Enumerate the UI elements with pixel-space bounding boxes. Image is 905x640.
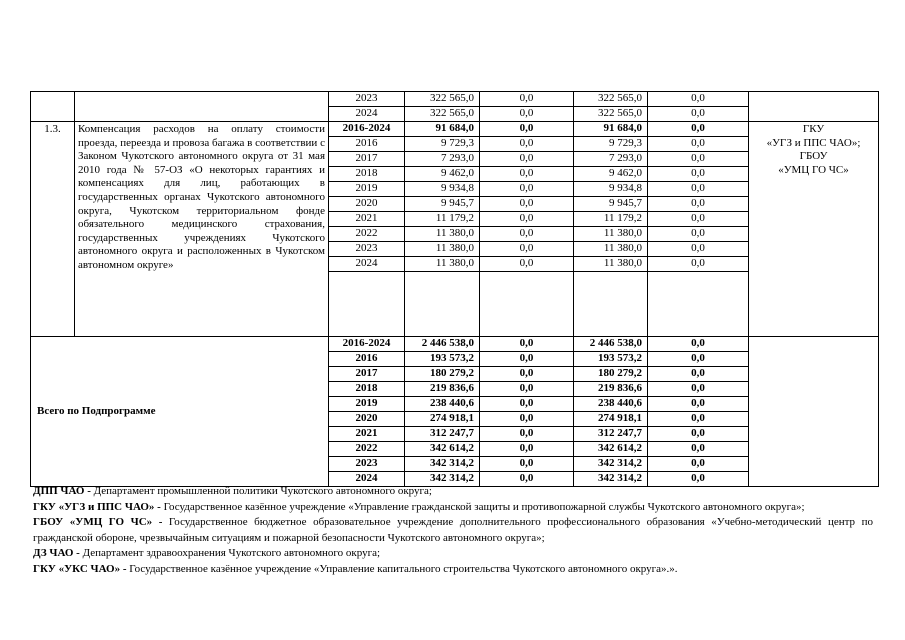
federal-budget-cell: 0,0 <box>480 257 574 272</box>
other-sources-cell: 0,0 <box>648 152 749 167</box>
other-sources-cell: 0,0 <box>648 137 749 152</box>
year-cell: 2022 <box>329 442 405 457</box>
federal-budget-cell: 0,0 <box>480 427 574 442</box>
note-text: Государственное казённое учреждение «Управление гражданской защиты и противопожарной службы Чукотского автономного округа»; <box>160 500 805 513</box>
item-name: Компенсация расходов на оплату стоимости проезда, переезда и провоза багажа в соответствии с Законом Чукотского автономного округа от 31 мая 2010 года № 57-ОЗ «О некоторых гарантиях и компенсациях для лиц, работающих в государственных органах Чукотского автономного округа, Чукотском территориальном фонде обязательного медицинского страхования, государственных учреждениях Чукотского автономного округа и расположенных в Чукотском автономном округе» <box>75 122 329 337</box>
note-text: Департамент здравоохранения Чукотского автономного округа; <box>79 547 381 560</box>
other-sources-cell: 0,0 <box>648 412 749 427</box>
empty-cell <box>329 272 405 337</box>
federal-budget-cell: 0,0 <box>480 337 574 352</box>
district-budget-cell: 11 380,0 <box>574 227 648 242</box>
other-sources-cell: 0,0 <box>648 382 749 397</box>
table-row <box>31 337 879 352</box>
total-cell: 180 279,2 <box>405 367 480 382</box>
federal-budget-cell: 0,0 <box>480 457 574 472</box>
year-cell: 2021 <box>329 427 405 442</box>
year-cell: 2020 <box>329 412 405 427</box>
district-budget-cell: 9 729,3 <box>574 137 648 152</box>
other-sources-cell: 0,0 <box>648 257 749 272</box>
other-sources-cell: 0,0 <box>648 472 749 487</box>
item-number: 1.3. <box>31 122 75 337</box>
district-budget-cell: 322 565,0 <box>574 92 648 107</box>
other-sources-cell: 0,0 <box>648 242 749 257</box>
year-cell: 2017 <box>329 152 405 167</box>
year-cell: 2020 <box>329 197 405 212</box>
total-cell: 9 462,0 <box>405 167 480 182</box>
total-cell: 7 293,0 <box>405 152 480 167</box>
total-cell: 11 380,0 <box>405 257 480 272</box>
prev-name-cell <box>75 92 329 122</box>
year-cell: 2024 <box>329 472 405 487</box>
district-budget-cell: 342 614,2 <box>574 442 648 457</box>
total-cell: 322 565,0 <box>405 107 480 122</box>
other-sources-cell: 0,0 <box>648 397 749 412</box>
total-cell: 219 836,6 <box>405 382 480 397</box>
total-cell: 9 729,3 <box>405 137 480 152</box>
total-cell: 342 614,2 <box>405 442 480 457</box>
other-sources-cell: 0,0 <box>648 167 749 182</box>
district-budget-cell: 9 462,0 <box>574 167 648 182</box>
note-abbr: ДЗ ЧАО - <box>33 547 80 560</box>
item-executor: ГКУ «УГЗ и ППС ЧАО»; ГБОУ «УМЦ ГО ЧС» <box>749 122 879 337</box>
district-budget-cell: 91 684,0 <box>574 122 648 137</box>
year-cell: 2016-2024 <box>329 337 405 352</box>
federal-budget-cell: 0,0 <box>480 197 574 212</box>
note-item <box>33 515 873 546</box>
year-cell: 2019 <box>329 182 405 197</box>
federal-budget-cell: 0,0 <box>480 412 574 427</box>
other-sources-cell: 0,0 <box>648 367 749 382</box>
district-budget-cell: 2 446 538,0 <box>574 337 648 352</box>
prev-number-cell <box>31 92 75 122</box>
year-cell: 2024 <box>329 107 405 122</box>
empty-cell <box>480 272 574 337</box>
total-cell: 193 573,2 <box>405 352 480 367</box>
federal-budget-cell: 0,0 <box>480 442 574 457</box>
year-cell: 2016 <box>329 137 405 152</box>
table-body <box>31 92 879 487</box>
other-sources-cell: 0,0 <box>648 427 749 442</box>
other-sources-cell: 0,0 <box>648 212 749 227</box>
total-cell: 11 179,2 <box>405 212 480 227</box>
other-sources-cell: 0,0 <box>648 457 749 472</box>
other-sources-cell: 0,0 <box>648 92 749 107</box>
federal-budget-cell: 0,0 <box>480 212 574 227</box>
abbreviations-notes <box>33 484 873 578</box>
other-sources-cell: 0,0 <box>648 182 749 197</box>
total-cell: 342 314,2 <box>405 472 480 487</box>
total-cell: 238 440,6 <box>405 397 480 412</box>
federal-budget-cell: 0,0 <box>480 227 574 242</box>
note-abbr: ГКУ «УКС ЧАО» - <box>33 562 127 575</box>
other-sources-cell: 0,0 <box>648 227 749 242</box>
totals-executor-cell <box>749 337 879 487</box>
total-cell: 9 934,8 <box>405 182 480 197</box>
note-text: Департамент промышленной политики Чукотского автономного округа; <box>90 485 432 497</box>
district-budget-cell: 274 918,1 <box>574 412 648 427</box>
year-cell: 2016 <box>329 352 405 367</box>
district-budget-cell: 238 440,6 <box>574 397 648 412</box>
note-text: Государственное бюджетное образовательное учреждение дополнительного профессионального образования «Учебно-методический центр по гражданской обороне, чрезвычайным ситуациям и пожарной безопасности Чукотского автономного округа»; <box>33 516 873 544</box>
district-budget-cell: 11 380,0 <box>574 242 648 257</box>
note-text: Государственное казённое учреждение «Управление капитального строительства Чукотского автономного округа».». <box>126 562 678 575</box>
district-budget-cell: 9 934,8 <box>574 182 648 197</box>
year-cell: 2021 <box>329 212 405 227</box>
district-budget-cell: 342 314,2 <box>574 472 648 487</box>
year-cell: 2023 <box>329 457 405 472</box>
total-cell: 342 314,2 <box>405 457 480 472</box>
note-abbr: ГБОУ «УМЦ ГО ЧС» - <box>33 516 163 529</box>
other-sources-cell: 0,0 <box>648 122 749 137</box>
prev-executor-cell <box>749 92 879 122</box>
federal-budget-cell: 0,0 <box>480 167 574 182</box>
federal-budget-cell: 0,0 <box>480 352 574 367</box>
federal-budget-cell: 0,0 <box>480 472 574 487</box>
total-cell: 11 380,0 <box>405 242 480 257</box>
federal-budget-cell: 0,0 <box>480 122 574 137</box>
district-budget-cell: 342 314,2 <box>574 457 648 472</box>
federal-budget-cell: 0,0 <box>480 137 574 152</box>
other-sources-cell: 0,0 <box>648 442 749 457</box>
note-item <box>33 484 873 500</box>
note-item <box>33 546 873 562</box>
total-cell: 274 918,1 <box>405 412 480 427</box>
federal-budget-cell: 0,0 <box>480 152 574 167</box>
district-budget-cell: 219 836,6 <box>574 382 648 397</box>
total-cell: 2 446 538,0 <box>405 337 480 352</box>
subprogram-budget-table <box>30 91 879 487</box>
federal-budget-cell: 0,0 <box>480 242 574 257</box>
federal-budget-cell: 0,0 <box>480 397 574 412</box>
note-item <box>33 562 873 578</box>
year-cell: 2023 <box>329 92 405 107</box>
federal-budget-cell: 0,0 <box>480 367 574 382</box>
subprogram-total-label: Всего по Подпрограмме <box>31 337 329 487</box>
note-abbr: ГКУ «УГЗ и ППС ЧАО» - <box>33 500 161 513</box>
other-sources-cell: 0,0 <box>648 107 749 122</box>
empty-cell <box>405 272 480 337</box>
district-budget-cell: 7 293,0 <box>574 152 648 167</box>
federal-budget-cell: 0,0 <box>480 107 574 122</box>
district-budget-cell: 180 279,2 <box>574 367 648 382</box>
district-budget-cell: 312 247,7 <box>574 427 648 442</box>
empty-cell <box>648 272 749 337</box>
table-row <box>31 92 879 107</box>
note-abbr: ДПП ЧАО - <box>33 485 91 497</box>
year-cell: 2019 <box>329 397 405 412</box>
year-cell: 2018 <box>329 382 405 397</box>
year-cell: 2016-2024 <box>329 122 405 137</box>
district-budget-cell: 9 945,7 <box>574 197 648 212</box>
other-sources-cell: 0,0 <box>648 197 749 212</box>
empty-cell <box>574 272 648 337</box>
other-sources-cell: 0,0 <box>648 352 749 367</box>
year-cell: 2023 <box>329 242 405 257</box>
federal-budget-cell: 0,0 <box>480 182 574 197</box>
total-cell: 11 380,0 <box>405 227 480 242</box>
total-cell: 312 247,7 <box>405 427 480 442</box>
district-budget-cell: 193 573,2 <box>574 352 648 367</box>
year-cell: 2018 <box>329 167 405 182</box>
total-cell: 322 565,0 <box>405 92 480 107</box>
note-item <box>33 500 873 516</box>
other-sources-cell: 0,0 <box>648 337 749 352</box>
year-cell: 2022 <box>329 227 405 242</box>
table-row <box>31 122 879 137</box>
year-cell: 2024 <box>329 257 405 272</box>
district-budget-cell: 322 565,0 <box>574 107 648 122</box>
federal-budget-cell: 0,0 <box>480 92 574 107</box>
district-budget-cell: 11 380,0 <box>574 257 648 272</box>
total-cell: 9 945,7 <box>405 197 480 212</box>
district-budget-cell: 11 179,2 <box>574 212 648 227</box>
total-cell: 91 684,0 <box>405 122 480 137</box>
federal-budget-cell: 0,0 <box>480 382 574 397</box>
year-cell: 2017 <box>329 367 405 382</box>
